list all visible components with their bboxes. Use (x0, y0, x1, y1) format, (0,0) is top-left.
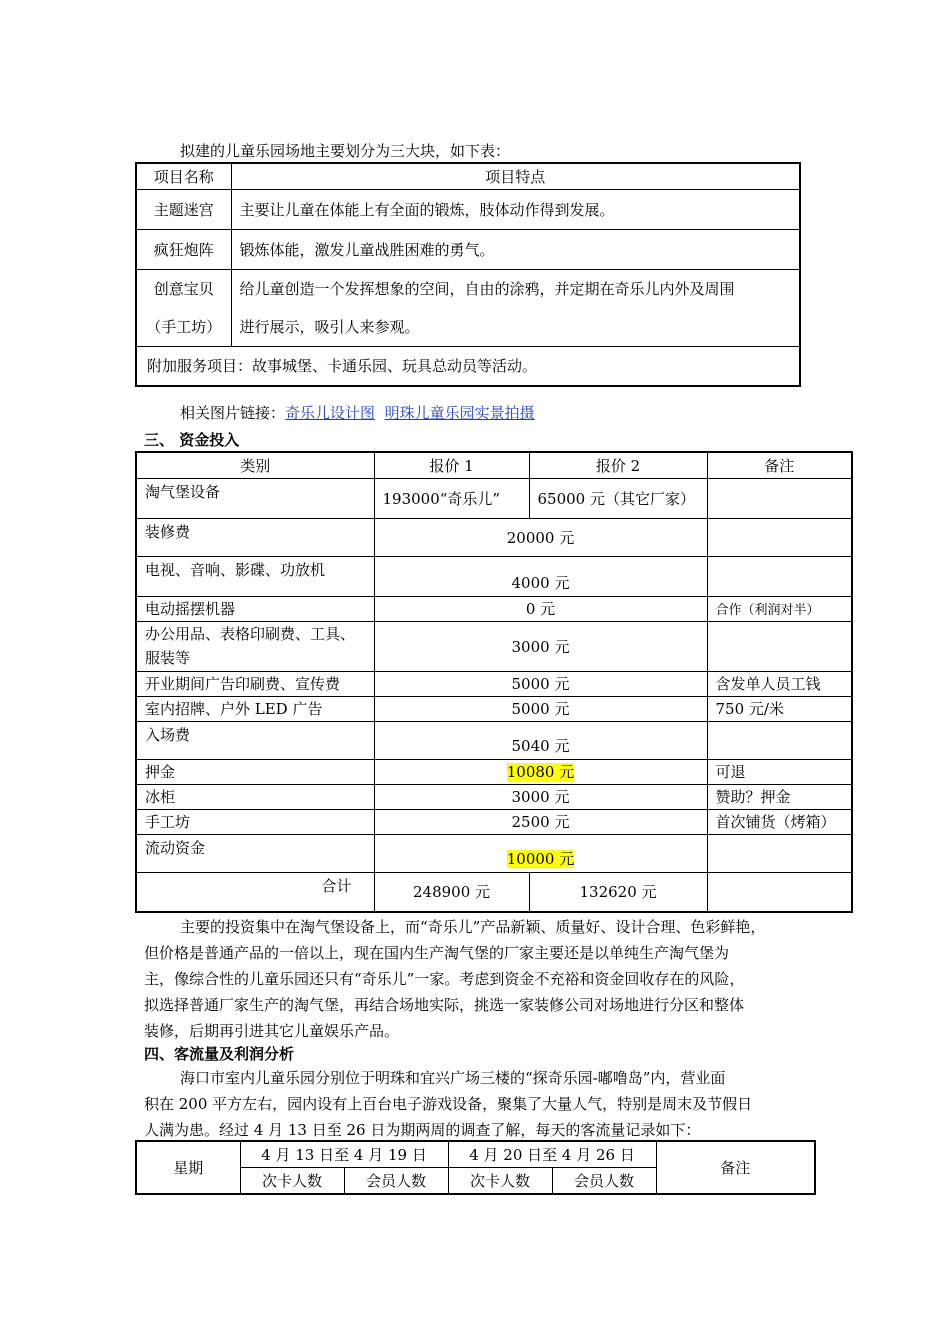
extra-services: 附加服务项目：故事城堡、卡通乐园、玩具总动员等活动。 (136, 346, 800, 386)
project-desc-line1: 给儿童创造一个发挥想象的空间，自由的涂鸦，并定期在奇乐儿内外及周围 (239, 279, 735, 298)
highlighted-amount: 10000 元 (506, 849, 575, 868)
project-desc (231, 269, 800, 346)
quote-2-cell: 65000 元（其它厂家） (529, 478, 707, 518)
table-row (136, 621, 852, 671)
project-name-line2: （手工坊） (146, 317, 222, 336)
table-row (136, 834, 852, 872)
para1-line: 但价格是普通产品的一倍以上，现在国内生产淘气堡的厂家主要还是以单纯生产淘气堡为 (144, 944, 730, 962)
section-4-title: 四、客流量及利润分析 (144, 1045, 295, 1063)
para1-line: 拟选择普通厂家生产的淘气堡，再结合场地实际，挑选一家装修公司对场地进行分区和整体 (144, 996, 745, 1014)
image-links-line (180, 402, 535, 423)
notes-cell: 首次铺货（烤箱） (707, 809, 852, 834)
table-header-row (136, 452, 852, 478)
project-desc-line2: 进行展示，吸引人来参观。 (239, 317, 420, 336)
amount-cell: 4000 元 (374, 556, 707, 596)
table-row (136, 596, 852, 621)
table-row (136, 189, 800, 229)
notes-cell (707, 834, 852, 872)
notes-cell: 合作（利润对半） (707, 596, 852, 621)
project-name: 主题迷宫 (136, 189, 231, 229)
para2-line: 人满为患。经过 4 月 13 日至 26 日为期两周的调查了解，每天的客流量记录如下： (144, 1121, 701, 1139)
table-header-row (136, 1141, 815, 1167)
section-3-title: 三、 资金投入 (144, 431, 240, 449)
header-period-1: 4 月 13 日至 4 月 19 日 (240, 1141, 448, 1167)
funding-table (135, 451, 853, 913)
table-row (136, 809, 852, 834)
category-cell: 冰柜 (136, 784, 374, 809)
category-cell: 押金 (136, 759, 374, 784)
notes-cell (707, 621, 852, 671)
header-quote-1: 报价 1 (374, 452, 529, 478)
project-desc: 锻炼体能，激发儿童战胜困难的勇气。 (231, 229, 800, 269)
header-category: 类别 (136, 452, 374, 478)
header-quote-2: 报价 2 (529, 452, 707, 478)
table-row (136, 269, 800, 346)
link-site-photos[interactable]: 明珠儿童乐园实景拍摄 (384, 404, 535, 422)
header-period-2: 4 月 20 日至 4 月 26 日 (448, 1141, 656, 1167)
header-member-count: 会员人数 (552, 1167, 656, 1194)
para2-line: 海口市室内儿童乐园分别位于明珠和宜兴广场三楼的“探奇乐园-嘟噜岛”内，营业面 (180, 1069, 726, 1087)
amount-cell (374, 834, 707, 872)
amount-cell: 3000 元 (374, 784, 707, 809)
amount-cell: 5040 元 (374, 721, 707, 759)
link-design-drawing[interactable]: 奇乐儿设计图 (285, 404, 376, 422)
amount-cell: 3000 元 (374, 621, 707, 671)
category-cell: 装修费 (136, 518, 374, 556)
amount-cell: 2500 元 (374, 809, 707, 834)
table-row (136, 671, 852, 696)
visitor-flow-table (135, 1140, 816, 1195)
header-card-count: 次卡人数 (240, 1167, 344, 1194)
table-row (136, 721, 852, 759)
table-row (136, 229, 800, 269)
project-name: 疯狂炮阵 (136, 229, 231, 269)
notes-cell (707, 556, 852, 596)
highlighted-amount: 10080 元 (506, 763, 575, 781)
intro-line: 拟建的儿童乐园场地主要划分为三大块，如下表： (180, 142, 511, 160)
amount-cell: 20000 元 (374, 518, 707, 556)
amount-cell: 5000 元 (374, 696, 707, 721)
links-prefix: 相关图片链接： (180, 404, 286, 422)
table-header-row (136, 163, 800, 189)
project-name (136, 269, 231, 346)
total-quote-2: 132620 元 (529, 872, 707, 912)
category-cell: 流动资金 (136, 834, 374, 872)
total-label: 合计 (136, 872, 374, 912)
project-desc: 主要让儿童在体能上有全面的锻炼，肢体动作得到发展。 (231, 189, 800, 229)
quote-1-cell: 193000“奇乐儿” (374, 478, 529, 518)
amount-cell: 0 元 (374, 596, 707, 621)
table-row (136, 696, 852, 721)
notes-cell (707, 478, 852, 518)
category-cell: 电视、音响、影碟、功放机 (136, 556, 374, 596)
notes-cell: 含发单人员工钱 (707, 671, 852, 696)
table-row (136, 784, 852, 809)
header-weekday: 星期 (136, 1141, 240, 1194)
project-areas-table (135, 162, 801, 387)
category-cell: 电动摇摆机器 (136, 596, 374, 621)
table-row (136, 518, 852, 556)
notes-cell: 750 元/米 (707, 696, 852, 721)
table-row (136, 759, 852, 784)
notes-cell (707, 872, 852, 912)
notes-cell (707, 721, 852, 759)
category-cell: 室内招牌、户外 LED 广告 (136, 696, 374, 721)
category-cell: 手工坊 (136, 809, 374, 834)
category-cell (136, 621, 374, 671)
category-line1: 办公用品、表格印刷费、工具、 (145, 625, 356, 643)
table-row (136, 556, 852, 596)
header-project-features: 项目特点 (231, 163, 800, 189)
total-row (136, 872, 852, 912)
total-quote-1: 248900 元 (374, 872, 529, 912)
para1-line: 主要的投资集中在淘气堡设备上，而“奇乐儿”产品新颖、质量好、设计合理、色彩鲜艳， (180, 918, 766, 936)
header-member-count: 会员人数 (344, 1167, 448, 1194)
category-cell: 入场费 (136, 721, 374, 759)
header-card-count: 次卡人数 (448, 1167, 552, 1194)
amount-cell: 5000 元 (374, 671, 707, 696)
header-notes: 备注 (656, 1141, 815, 1194)
header-notes: 备注 (707, 452, 852, 478)
notes-cell: 赞助？押金 (707, 784, 852, 809)
notes-cell: 可退 (707, 759, 852, 784)
para1-line: 主，像综合性的儿童乐园还只有“奇乐儿”一家。考虑到资金不充裕和资金回收存在的风险， (144, 970, 745, 988)
table-row (136, 346, 800, 386)
header-project-name: 项目名称 (136, 163, 231, 189)
para1-line: 装修，后期再引进其它儿童娱乐产品。 (144, 1022, 400, 1040)
project-name-line1: 创意宝贝 (153, 279, 214, 298)
para2-line: 积在 200 平方左右，园内设有上百台电子游戏设备，聚集了大量人气，特别是周末及节假日 (144, 1095, 753, 1113)
category-cell: 开业期间广告印刷费、宣传费 (136, 671, 374, 696)
category-line2: 服装等 (145, 649, 191, 667)
table-row (136, 478, 852, 518)
notes-cell (707, 518, 852, 556)
amount-cell (374, 759, 707, 784)
category-cell: 淘气堡设备 (136, 478, 374, 518)
